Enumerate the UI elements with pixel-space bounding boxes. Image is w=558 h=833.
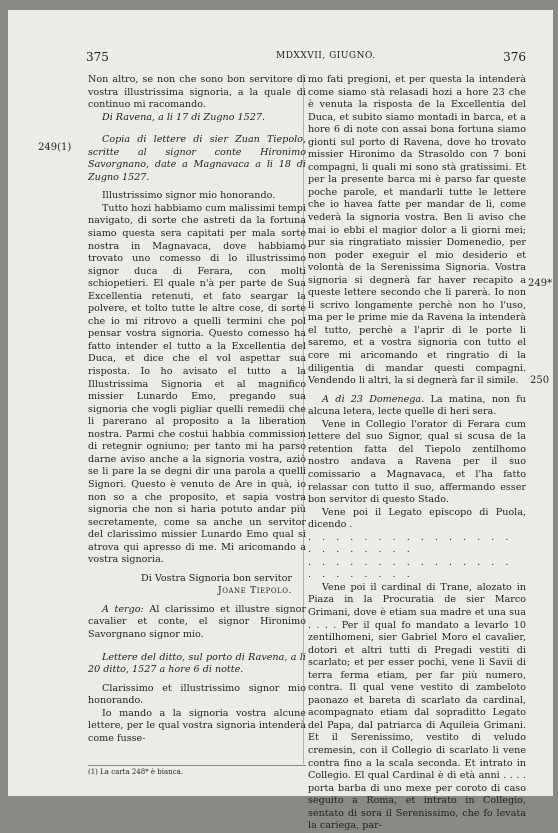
left-place-date: Di Ravena, a li 17 di Zugno 1527. bbox=[102, 111, 265, 123]
signer-name: Joane Tiepolo. bbox=[217, 585, 292, 597]
ellipsis-line-1: . . . . . . . . . . . . . . . . . . . . . . . bbox=[308, 531, 513, 556]
footnote: (1) La carta 248* è bianca. bbox=[88, 765, 306, 776]
salutation-2: Clarissimo et illustrissimo signor mio honorando. bbox=[88, 682, 306, 707]
right-paragraph-1: mo fati pregioni, et per questa la intenderà come siamo stà relasadi hozi a hore 23 che è venuta la risposta de la Excellentia del Duca, et subito siamo montadi in barca, et a hore 6 di note con assai bona fortuna siamo gionti sul porto di Ravena, dove ho trovato missier Hironimo da Strasoldo con 7 boni compagni, li quali mi sono stà gratissimi. Et per la presente barca mi è parso far queste poche parole, et mandarli tutte le lettere che io havea fatte per mandar de lì, come vederà la signoria vostra. Ben li aviso che mai io ebbi el magior dolor a li giorni mei; pur sia ringratiato missier Domenedio, per non poder exeguir el mio desiderio et volontà de la Serenissima Signoria. Vostra signoria si degnerà far haver recapito a queste lettere secondo che li parerà. Io non li scrivo longamente perchè non ho l'uso, ma per le prime mie da Ravena la intenderà el tutto, perchè a l'aprir di le porte li saremo, et a vostra signoria con tutto el core mi aricomando et ringratio di la diligentia di mandar questi compagni. Vendendo li altri, la si degnerà far il simile. bbox=[308, 74, 526, 387]
letter-body-2: Io mando a la signoria vostra alcune lettere, per le qual vostra signoria intenderà come fusse- bbox=[88, 707, 306, 744]
tergo-label: A tergo: bbox=[102, 603, 144, 615]
left-column bbox=[88, 74, 306, 745]
margin-note-left: 249(1) bbox=[38, 142, 72, 153]
right-paragraph-3: Vene in Collegio l'orator di Ferara cum lettere del suo Signor, qual si scusa de la retention fatta del Tiepolo zentilhomo nostro andava a Ravena per il suo comissario a Magnavaca, et l'ha fatto relassar con tutto il suo, affermando esser bon servitor di questo Stado. bbox=[308, 418, 526, 506]
entry-date: A dì 23 Domenega. bbox=[322, 393, 425, 405]
page-number-left: 375 bbox=[86, 50, 109, 64]
page-number-right: 376 bbox=[503, 50, 526, 64]
right-paragraph-5: Vene poi il cardinal di Trane, alozato in Piaza in la Procuratia de sier Marco Grimani, dove è etiam sua madre et una sua . . . . Per il qual fo mandato a levarlo 10 zentilhomeni, sier Gabriel Moro el cavalier, dotori et altri tutti di Pregadi vestiti di scarlato; et per esser pochi, vene li Savii di terra ferma etiam, per far più numero, contra. Il qual vene vestito di zambeloto paonazo et bareta di scarlato da cardinal, acompagnato etiam dal sopraditto Legato del Papa, dal patriarca di Aquileia Grimani. Et il Serenissimo, vestito di veludo cremesin, con il Collegio di scarlato li vene contra fino a la scala seconda. Et intrato in Collegio. El qual Cardinal è di età anni . . . . porta barba di uno mexe per coroto di caso seguito a Roma, et intrato in Collegio, sentato di sora il Serenissimo, che fo levata la cariega, par- bbox=[308, 581, 526, 832]
page-header bbox=[86, 50, 526, 66]
tergo-text: Al clarissimo et illustre signor cavalier et conte, el signor Hironimo Savorgnano signor mio. bbox=[88, 603, 306, 640]
right-column bbox=[308, 74, 526, 833]
right-paragraph-4: Vene poi il Legato episcopo di Puola, dicendo . bbox=[308, 506, 526, 531]
salutation: Illustrissimo signor mio honorando. bbox=[102, 190, 276, 202]
letter-heading-2: Lettere del ditto, sul porto di Ravena, a li 20 ditto, 1527 a hore 6 di notte. bbox=[88, 651, 306, 676]
ellipsis-line-2: . . . . . . . . . . . . . . . . . . . . . . . bbox=[308, 556, 513, 581]
signoff: Di Vostra Signoria bon servitor bbox=[141, 572, 292, 584]
margin-note-right-1: 249* bbox=[528, 278, 553, 289]
document-page bbox=[8, 10, 553, 832]
entry-text: La matina, non fu alcuna letera, lecte quelle di heri sera. bbox=[308, 393, 526, 418]
running-header: MDXXVII, GIUGNO. bbox=[276, 51, 376, 61]
letter-body: Tutto hozi habbiamo cum malissimi tempi navigato, di sorte che astreti da la fortuna siamo questa sera capitati per mala sorte nostra in Magnavaca, dove habbiamo trovato uno comesso di lo illustrissimo signor duca di Ferara, con molti schiopetieri. El quale n'à per parte de Sua Excellentia retenuti, et fato seargar la polvere, et tolto tutte le altre cose, di sorte che io mi ritrovo a quelli termini che pol pensar vostra signoria. Questo comesso ha fatto intender el tutto a la Excellentia del Duca, et dice che el vol aspettar sua risposta. Io ho avisato el tutto a la Illustrissima Signoria et al magnifico missier Lunardo Emo, pregando sua signoria che vogli pigliar quelli remedii che li parerano al proposito a la liberation nostra. Parmi che costui habbia commission di retegnir ogniuno; per tanto mi ha parso darne aviso anche a la signoria vostra, aziò se li pare la se degni dir una parola a quelli Signori. Questo è venuto de Are in quà, io non so a che proposito, et sapia vostra signoria che non si haria potuto andar più secretamente, come sa anche un servitor del clarissimo missier Lunardo Emo qual si atrova qui apresso di me. Mi aricomando a vostra signoria. bbox=[88, 202, 306, 566]
margin-note-right-2: 250 bbox=[530, 375, 550, 386]
letter-heading: Copia di lettere di sier Zuan Tiepolo, scritte al signor conte Hironimo Savorgnano, date a Magnavaca a li 18 di Zugno 1527. bbox=[88, 134, 306, 183]
left-paragraph-1: Non altro, se non che sono bon servitore di vostra illustrissima signoria, a la quale di continuo mi racomando. bbox=[88, 74, 306, 111]
